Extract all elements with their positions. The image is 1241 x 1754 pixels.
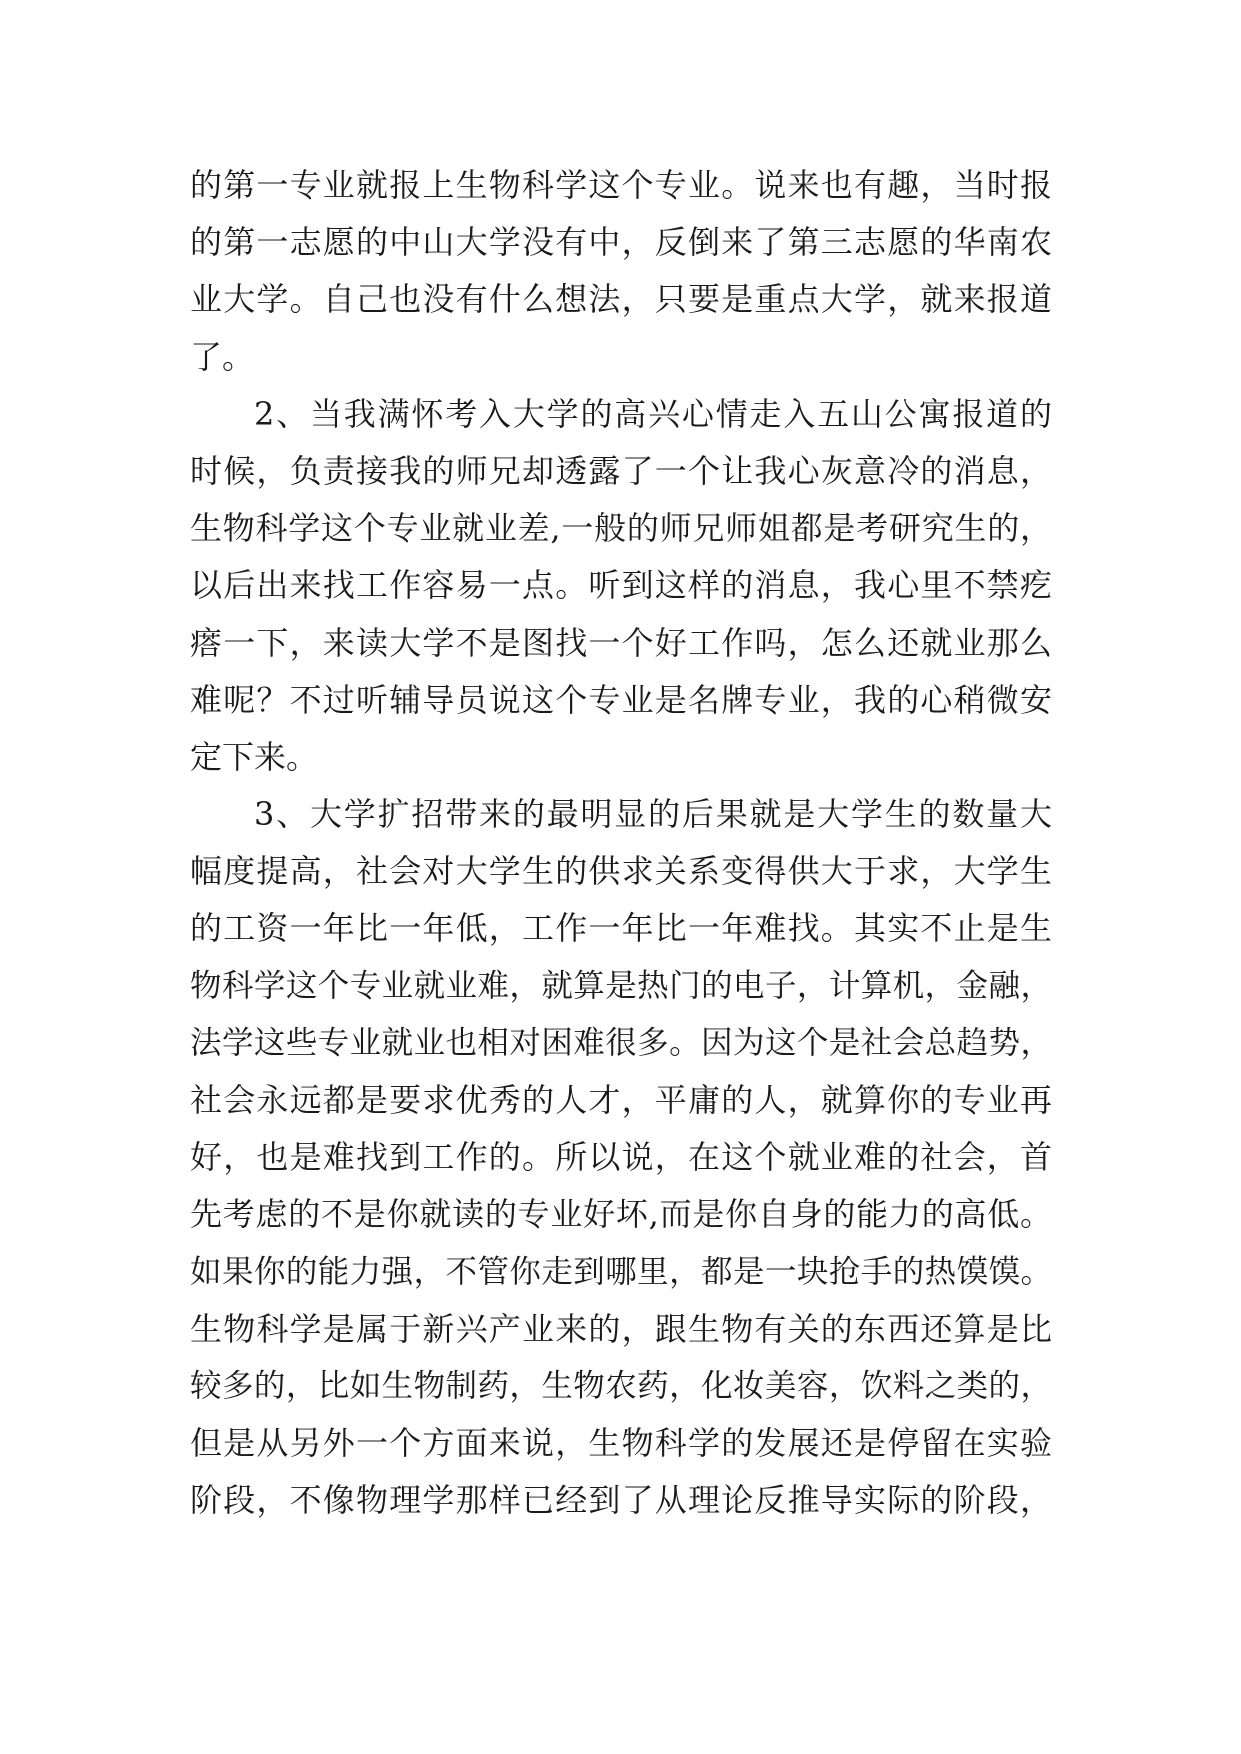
text-line: 的第一志愿的中山大学没有中，反倒来了第三志愿的华南农 [190, 223, 1052, 262]
text-line: 3、大学扩招带来的最明显的后果就是大学生的数量大 [254, 795, 1052, 834]
text-line: 法学这些专业就业也相对困难很多。因为这个是社会总趋势， [190, 1024, 1052, 1061]
body-text [190, 157, 1052, 1530]
text-line: 时候，负责接我的师兄却透露了一个让我心灰意冷的消息， [190, 451, 1052, 490]
text-line: 难呢？不过听辅导员说这个专业是名牌专业，我的心稍微安 [190, 680, 1052, 719]
text-line: 先考虑的不是你就读的专业好坏,而是你自身的能力的高低。 [190, 1195, 1052, 1234]
text-line: 以后出来找工作容易一点。听到这样的消息，我心里不禁疙 [190, 566, 1052, 605]
text-line: 生物科学这个专业就业差,一般的师兄师姐都是考研究生的， [190, 509, 1052, 548]
text-line: 2、当我满怀考入大学的高兴心情走入五山公寓报道的 [254, 394, 1052, 433]
text-line: 物科学这个专业就业难，就算是热门的电子，计算机，金融， [190, 967, 1052, 1004]
text-line: 阶段，不像物理学那样已经到了从理论反推导实际的阶段， [190, 1481, 1052, 1520]
text-line: 定下来。 [190, 737, 319, 776]
text-line: 生物科学是属于新兴产业来的，跟生物有关的东西还算是比 [190, 1309, 1052, 1348]
text-line: 如果你的能力强，不管你走到哪里，都是一块抢手的热馍馍。 [190, 1253, 1052, 1290]
text-line: 但是从另外一个方面来说，生物科学的发展还是停留在实验 [190, 1424, 1052, 1463]
text-line: 社会永远都是要求优秀的人才，平庸的人，就算你的专业再 [190, 1081, 1052, 1119]
text-line: 了。 [190, 337, 255, 376]
text-line: 瘩一下，来读大学不是图找一个好工作吗，怎么还就业那么 [190, 623, 1052, 662]
text-line: 的工资一年比一年低，工作一年比一年难找。其实不止是生 [190, 909, 1052, 948]
text-line: 的第一专业就报上生物科学这个专业。说来也有趣，当时报 [190, 166, 1052, 204]
text-line: 业大学。自己也没有什么想法，只要是重点大学，就来报道 [190, 280, 1052, 319]
text-line: 较多的，比如生物制药，生物农药，化妆美容，饮料之类的， [190, 1367, 1052, 1404]
text-line: 好，也是难找到工作的。所以说，在这个就业难的社会，首 [190, 1138, 1052, 1177]
text-line: 幅度提高，社会对大学生的供求关系变得供大于求，大学生 [190, 852, 1052, 891]
